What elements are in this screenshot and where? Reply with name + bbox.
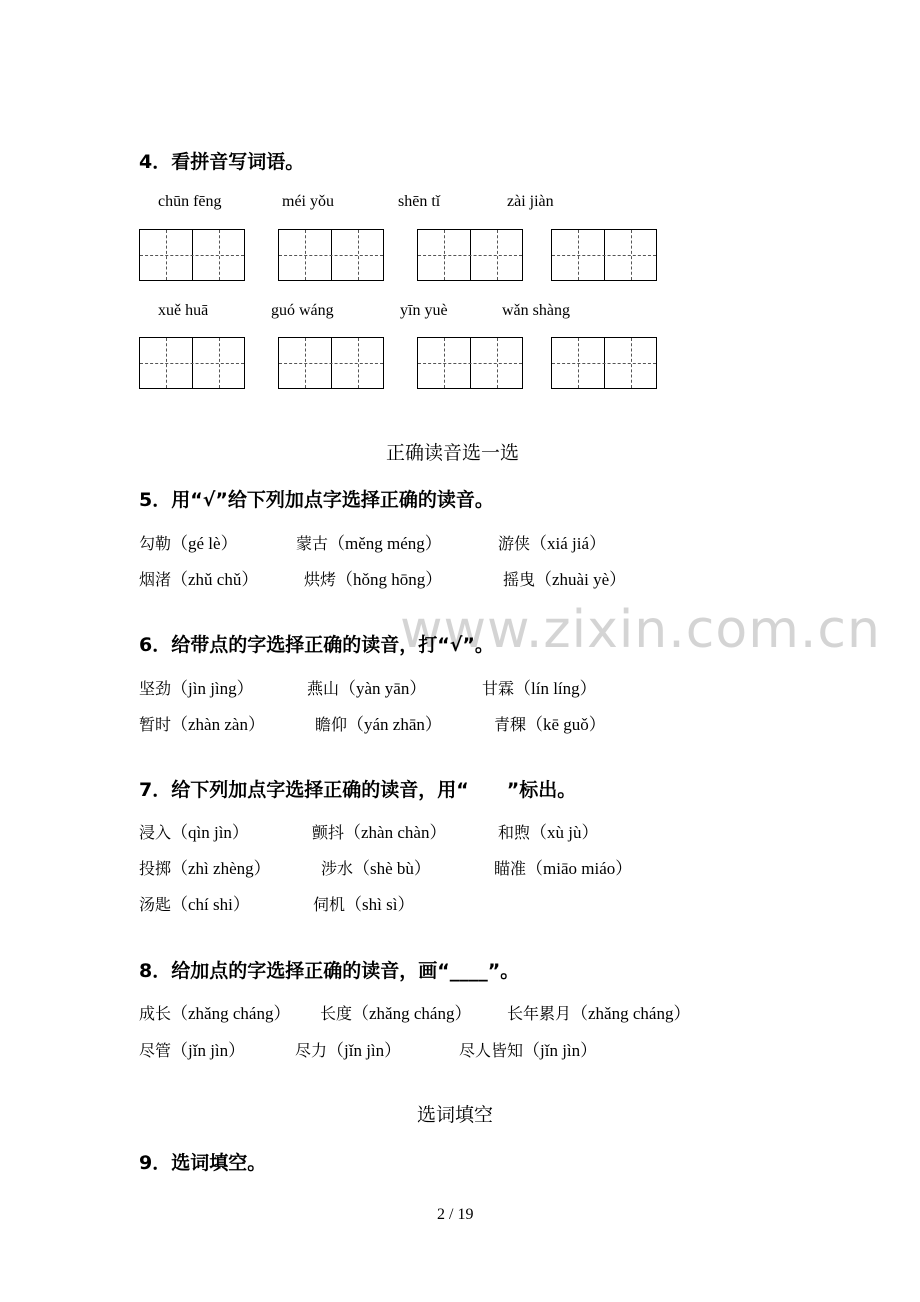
reading-option[interactable] xyxy=(139,565,258,590)
reading-option[interactable] xyxy=(313,890,414,915)
question-7-title: 7．给下列加点字选择正确的读音，用“ ”标出。 xyxy=(139,779,577,801)
pinyin-choice: （zhì zhèng） xyxy=(171,859,271,878)
writing-grid[interactable] xyxy=(278,337,384,389)
word: 坚劲 xyxy=(139,679,172,698)
pinyin-label: guó wáng xyxy=(271,302,334,319)
word: 青稞 xyxy=(494,715,527,734)
pinyin-choice: （shì sì） xyxy=(345,895,415,914)
reading-option[interactable] xyxy=(139,674,254,699)
reading-option[interactable] xyxy=(459,1036,597,1061)
writing-grid[interactable] xyxy=(417,229,523,281)
pinyin-choice: （yán zhān） xyxy=(347,715,442,734)
pinyin-label: yīn yuè xyxy=(400,302,448,319)
word: 烘烤 xyxy=(304,570,337,589)
pinyin-choice: （miāo miáo） xyxy=(526,859,633,878)
word: 暂时 xyxy=(139,715,172,734)
section-heading: 选词填空 xyxy=(417,1104,494,1126)
section-heading: 正确读音选一选 xyxy=(386,442,520,464)
pinyin-choice: （jǐn jìn） xyxy=(327,1041,402,1060)
pinyin-choice: （měng méng） xyxy=(328,534,442,553)
pinyin-choice: （gé lè） xyxy=(171,534,238,553)
word: 长度 xyxy=(320,1004,353,1023)
word: 尽力 xyxy=(295,1041,328,1060)
question-6-title: 6．给带点的字选择正确的读音，打“√”。 xyxy=(139,634,494,656)
writing-grid[interactable] xyxy=(417,337,523,389)
pinyin-choice: （zhàn zàn） xyxy=(171,715,265,734)
reading-option[interactable] xyxy=(321,854,431,879)
pinyin-label: xuě huā xyxy=(158,302,209,319)
reading-option[interactable] xyxy=(139,710,265,735)
word: 尽管 xyxy=(139,1041,172,1060)
pinyin-choice: （zhǎng cháng） xyxy=(571,1004,691,1023)
pinyin-choice: （hǒng hōng） xyxy=(336,570,443,589)
pinyin-choice: （xù jù） xyxy=(530,823,599,842)
reading-option[interactable] xyxy=(296,529,442,554)
writing-grid[interactable] xyxy=(278,229,384,281)
reading-option[interactable] xyxy=(139,999,290,1024)
pinyin-choice: （lín líng） xyxy=(514,679,597,698)
pinyin-choice: （jǐn jìn） xyxy=(171,1041,246,1060)
pinyin-label: chūn fēng xyxy=(158,193,222,210)
word: 瞄准 xyxy=(494,859,527,878)
reading-option[interactable] xyxy=(315,710,442,735)
pinyin-choice: （chí shi） xyxy=(171,895,250,914)
word: 成长 xyxy=(139,1004,172,1023)
word: 和煦 xyxy=(498,823,531,842)
pinyin-choice: （kē guǒ） xyxy=(526,715,606,734)
word: 瞻仰 xyxy=(315,715,348,734)
reading-option[interactable] xyxy=(139,1036,245,1061)
word: 投掷 xyxy=(139,859,172,878)
reading-option[interactable] xyxy=(494,854,632,879)
pinyin-choice: （shè bù） xyxy=(353,859,431,878)
pinyin-choice: （xiá jiá） xyxy=(530,534,607,553)
reading-option[interactable] xyxy=(494,710,606,735)
question-4-title: 4．看拼音写词语。 xyxy=(139,151,305,173)
word: 伺机 xyxy=(313,895,346,914)
reading-option[interactable] xyxy=(320,999,471,1024)
word: 长年累月 xyxy=(507,1004,572,1023)
writing-grid[interactable] xyxy=(139,337,245,389)
pinyin-choice: （jìn jìng） xyxy=(171,679,254,698)
word: 汤匙 xyxy=(139,895,172,914)
watermark: www.zixin.com.cn xyxy=(400,600,881,660)
word: 烟渚 xyxy=(139,570,172,589)
reading-option[interactable] xyxy=(498,818,599,843)
reading-option[interactable] xyxy=(295,1036,401,1061)
reading-option[interactable] xyxy=(498,529,606,554)
question-8-title: 8．给加点的字选择正确的读音，画“____”。 xyxy=(139,960,520,982)
pinyin-choice: （zhàn chàn） xyxy=(344,823,447,842)
reading-option[interactable] xyxy=(139,890,250,915)
word: 颤抖 xyxy=(312,823,345,842)
reading-option[interactable] xyxy=(507,999,690,1024)
word: 蒙古 xyxy=(296,534,329,553)
pinyin-choice: （zhǎng cháng） xyxy=(171,1004,291,1023)
pinyin-label: wǎn shàng xyxy=(502,302,570,319)
word: 浸入 xyxy=(139,823,172,842)
pinyin-choice: （qìn jìn） xyxy=(171,823,249,842)
pinyin-choice: （zhǔ chǔ） xyxy=(171,570,259,589)
reading-option[interactable] xyxy=(139,529,238,554)
reading-option[interactable] xyxy=(307,674,426,699)
word: 燕山 xyxy=(307,679,340,698)
word: 甘霖 xyxy=(482,679,515,698)
reading-option[interactable] xyxy=(503,565,626,590)
reading-option[interactable] xyxy=(482,674,597,699)
pinyin-choice: （jǐn jìn） xyxy=(523,1041,598,1060)
word: 游侠 xyxy=(498,534,531,553)
word: 摇曳 xyxy=(503,570,536,589)
question-9-title: 9．选词填空。 xyxy=(139,1152,267,1174)
pinyin-choice: （zhǎng cháng） xyxy=(352,1004,472,1023)
word: 尽人皆知 xyxy=(459,1041,524,1060)
writing-grid[interactable] xyxy=(551,229,657,281)
pinyin-label: zài jiàn xyxy=(507,193,554,210)
pinyin-label: méi yǒu xyxy=(282,193,334,210)
word: 涉水 xyxy=(321,859,354,878)
reading-option[interactable] xyxy=(139,818,249,843)
word: 勾勒 xyxy=(139,534,172,553)
writing-grid[interactable] xyxy=(551,337,657,389)
writing-grid[interactable] xyxy=(139,229,245,281)
reading-option[interactable] xyxy=(304,565,442,590)
reading-option[interactable] xyxy=(312,818,446,843)
pinyin-choice: （yàn yān） xyxy=(339,679,427,698)
page-number: 2 / 19 xyxy=(437,1206,474,1223)
question-5-title: 5．用“√”给下列加点字选择正确的读音。 xyxy=(139,489,494,511)
pinyin-choice: （zhuài yè） xyxy=(535,570,627,589)
pinyin-label: shēn tǐ xyxy=(398,193,441,210)
reading-option[interactable] xyxy=(139,854,271,879)
